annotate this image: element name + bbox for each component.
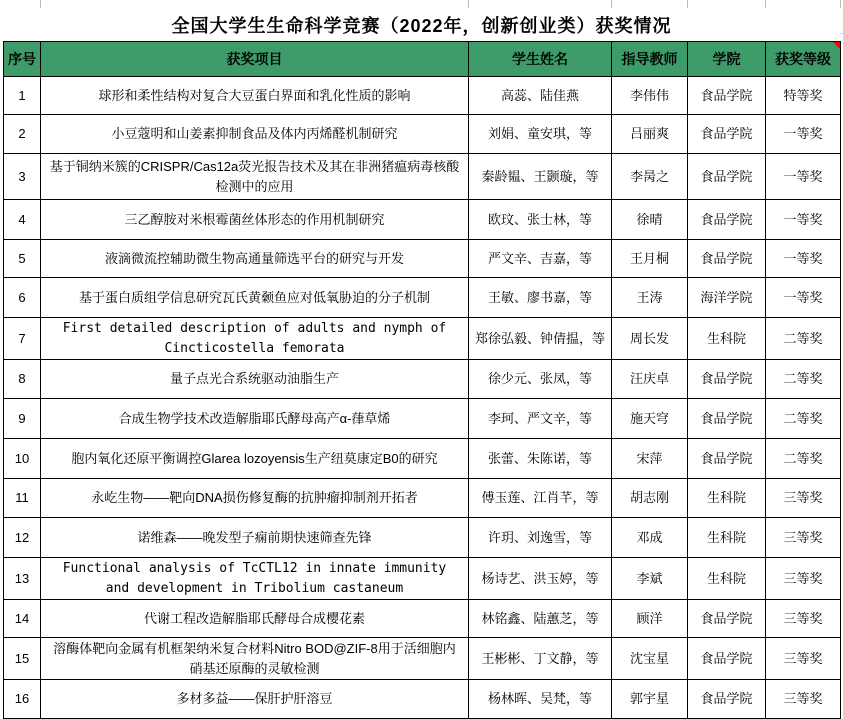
cell-students[interactable]: 严文辛、吉嘉，等 [469,240,612,278]
cell-award[interactable]: 二等奖 [766,439,841,479]
cell-teacher[interactable]: 顾洋 [612,600,688,638]
table-row [4,278,841,318]
cell-teacher[interactable]: 周长发 [612,318,688,360]
col-header-students[interactable]: 学生姓名 [469,42,612,77]
table-row [4,558,841,600]
cell-students[interactable]: 王敏、廖书嘉，等 [469,278,612,318]
awards-table [3,41,841,719]
cell-teacher[interactable]: 王月桐 [612,240,688,278]
cell-project[interactable]: 多材多益——保肝护肝溶豆 [41,680,469,719]
cell-teacher[interactable]: 郭宇星 [612,680,688,719]
cell-no[interactable]: 9 [4,399,41,439]
cell-college[interactable]: 食品学院 [688,115,766,154]
cell-college[interactable]: 生科院 [688,479,766,518]
cell-award[interactable]: 一等奖 [766,200,841,240]
cell-students[interactable]: 杨诗艺、洪玉婷，等 [469,558,612,600]
col-header-no[interactable]: 序号 [4,42,41,77]
cell-project[interactable]: First detailed description of adults and nymph of Cincticostella femorata [41,318,469,360]
cell-project[interactable]: 胞内氧化还原平衡调控Glarea lozoyensis生产纽莫康定B0的研究 [41,439,469,479]
cell-teacher[interactable]: 沈宝星 [612,638,688,680]
cell-college[interactable]: 食品学院 [688,638,766,680]
cell-project[interactable]: 合成生物学技术改造解脂耶氏酵母高产α-葎草烯 [41,399,469,439]
cell-college[interactable]: 食品学院 [688,240,766,278]
cell-college[interactable]: 食品学院 [688,154,766,200]
cell-no[interactable]: 4 [4,200,41,240]
cell-project[interactable]: 球形和柔性结构对复合大豆蛋白界面和乳化性质的影响 [41,77,469,115]
cell-college[interactable]: 海洋学院 [688,278,766,318]
table-row [4,115,841,154]
grid-tick [40,0,41,8]
grid-tick [687,0,688,8]
cell-teacher[interactable]: 胡志刚 [612,479,688,518]
table-row [4,240,841,278]
cell-students[interactable]: 林铭鑫、陆蕙芝，等 [469,600,612,638]
cell-teacher[interactable]: 施天穹 [612,399,688,439]
cell-teacher[interactable]: 汪庆卓 [612,360,688,399]
cell-project[interactable]: 诺维森——晚发型子痫前期快速筛查先锋 [41,518,469,558]
cell-teacher[interactable]: 李斌 [612,558,688,600]
cell-college[interactable]: 食品学院 [688,439,766,479]
cell-award[interactable]: 三等奖 [766,479,841,518]
header-row [4,42,841,77]
cell-students[interactable]: 秦龄韫、王颢璇，等 [469,154,612,200]
cell-award[interactable]: 特等奖 [766,77,841,115]
cell-project[interactable]: 永屹生物——靶向DNA损伤修复酶的抗肿瘤抑制剂开拓者 [41,479,469,518]
grid-tick [765,0,766,8]
table-row [4,318,841,360]
cell-college[interactable]: 生科院 [688,518,766,558]
cell-award[interactable]: 二等奖 [766,318,841,360]
cell-students[interactable]: 王彬彬、丁文静，等 [469,638,612,680]
cell-students[interactable]: 徐少元、张凤，等 [469,360,612,399]
cell-students[interactable]: 欧玟、张士林，等 [469,200,612,240]
cell-project[interactable]: 基于铜纳米簇的CRISPR/Cas12a荧光报告技术及其在非洲猪瘟病毒核酸检测中的应用 [41,154,469,200]
table-row [4,399,841,439]
table-row [4,518,841,558]
grid-tick [611,0,612,8]
cell-no[interactable]: 16 [4,680,41,719]
cell-teacher[interactable]: 徐晴 [612,200,688,240]
table-row [4,680,841,719]
cell-students[interactable]: 刘娟、童安琪，等 [469,115,612,154]
cell-teacher[interactable]: 王涛 [612,278,688,318]
cell-teacher[interactable]: 宋萍 [612,439,688,479]
table-title[interactable]: 全国大学生生命科学竞赛（2022年，创新创业类）获奖情况 [3,8,840,41]
comment-marker-icon [833,42,840,49]
table-row [4,360,841,399]
cell-award[interactable]: 三等奖 [766,558,841,600]
cell-no[interactable]: 15 [4,638,41,680]
cell-project[interactable]: Functional analysis of TcCTL12 in innate immunity and development in Tribolium castaneum [41,558,469,600]
cell-students[interactable]: 许玥、刘逸雪，等 [469,518,612,558]
cell-no[interactable]: 7 [4,318,41,360]
cell-college[interactable]: 食品学院 [688,399,766,439]
cell-project[interactable]: 代谢工程改造解脂耶氏酵母合成樱花素 [41,600,469,638]
col-header-project[interactable]: 获奖项目 [41,42,469,77]
cell-no[interactable]: 5 [4,240,41,278]
cell-no[interactable]: 11 [4,479,41,518]
cell-no[interactable]: 3 [4,154,41,200]
cell-no[interactable]: 10 [4,439,41,479]
cell-no[interactable]: 12 [4,518,41,558]
cell-award[interactable]: 三等奖 [766,638,841,680]
cell-students[interactable]: 郑徐弘毅、钟倩揾，等 [469,318,612,360]
cell-students[interactable]: 张蕾、朱陈诺，等 [469,439,612,479]
cell-award[interactable]: 三等奖 [766,600,841,638]
cell-college[interactable]: 生科院 [688,318,766,360]
cell-project[interactable]: 基于蛋白质组学信息研究瓦氏黄颡鱼应对低氧胁迫的分子机制 [41,278,469,318]
table-row [4,154,841,200]
table-row [4,638,841,680]
table-row [4,200,841,240]
cell-students[interactable]: 傅玉莲、江肖芊，等 [469,479,612,518]
cell-college[interactable]: 生科院 [688,558,766,600]
cell-no[interactable]: 6 [4,278,41,318]
cell-no[interactable]: 8 [4,360,41,399]
grid-tick [840,0,841,8]
cell-project[interactable]: 三乙醇胺对米根霉菌丝体形态的作用机制研究 [41,200,469,240]
cell-college[interactable]: 食品学院 [688,680,766,719]
table-row [4,600,841,638]
cell-project[interactable]: 小豆蔻明和山姜素抑制食品及体内丙烯醛机制研究 [41,115,469,154]
table-row [4,77,841,115]
cell-students[interactable]: 杨林晖、吴梵，等 [469,680,612,719]
cell-award[interactable]: 二等奖 [766,360,841,399]
cell-no[interactable]: 1 [4,77,41,115]
cell-college[interactable]: 食品学院 [688,200,766,240]
cell-award[interactable]: 三等奖 [766,518,841,558]
cell-project[interactable]: 量子点光合系统驱动油脂生产 [41,360,469,399]
table-row [4,479,841,518]
col-header-award-label: 获奖等级 [775,50,831,67]
col-header-college[interactable]: 学院 [688,42,766,77]
cell-students[interactable]: 高蕊、陆佳燕 [469,77,612,115]
cell-no[interactable]: 2 [4,115,41,154]
cell-teacher[interactable]: 吕丽爽 [612,115,688,154]
cell-award[interactable]: 一等奖 [766,154,841,200]
cell-award[interactable]: 三等奖 [766,680,841,719]
cell-project[interactable]: 液滴微流控辅助微生物高通量筛选平台的研究与开发 [41,240,469,278]
cell-teacher[interactable]: 邓成 [612,518,688,558]
cell-no[interactable]: 14 [4,600,41,638]
col-header-award[interactable] [766,42,841,77]
cell-college[interactable]: 食品学院 [688,600,766,638]
cell-college[interactable]: 食品学院 [688,77,766,115]
cell-project[interactable]: 溶酶体靶向金属有机框架纳米复合材料Nitro BOD@ZIF-8用于活细胞内硝基还原酶的灵敏检测 [41,638,469,680]
cell-teacher[interactable]: 李伟伟 [612,77,688,115]
cell-award[interactable]: 一等奖 [766,240,841,278]
table-row [4,439,841,479]
cell-award[interactable]: 一等奖 [766,278,841,318]
cell-students[interactable]: 李珂、严文辛，等 [469,399,612,439]
col-header-teacher[interactable]: 指导教师 [612,42,688,77]
cell-college[interactable]: 食品学院 [688,360,766,399]
cell-no[interactable]: 13 [4,558,41,600]
grid-tick [468,0,469,8]
cell-award[interactable]: 二等奖 [766,399,841,439]
cell-teacher[interactable]: 李昺之 [612,154,688,200]
cell-award[interactable]: 一等奖 [766,115,841,154]
